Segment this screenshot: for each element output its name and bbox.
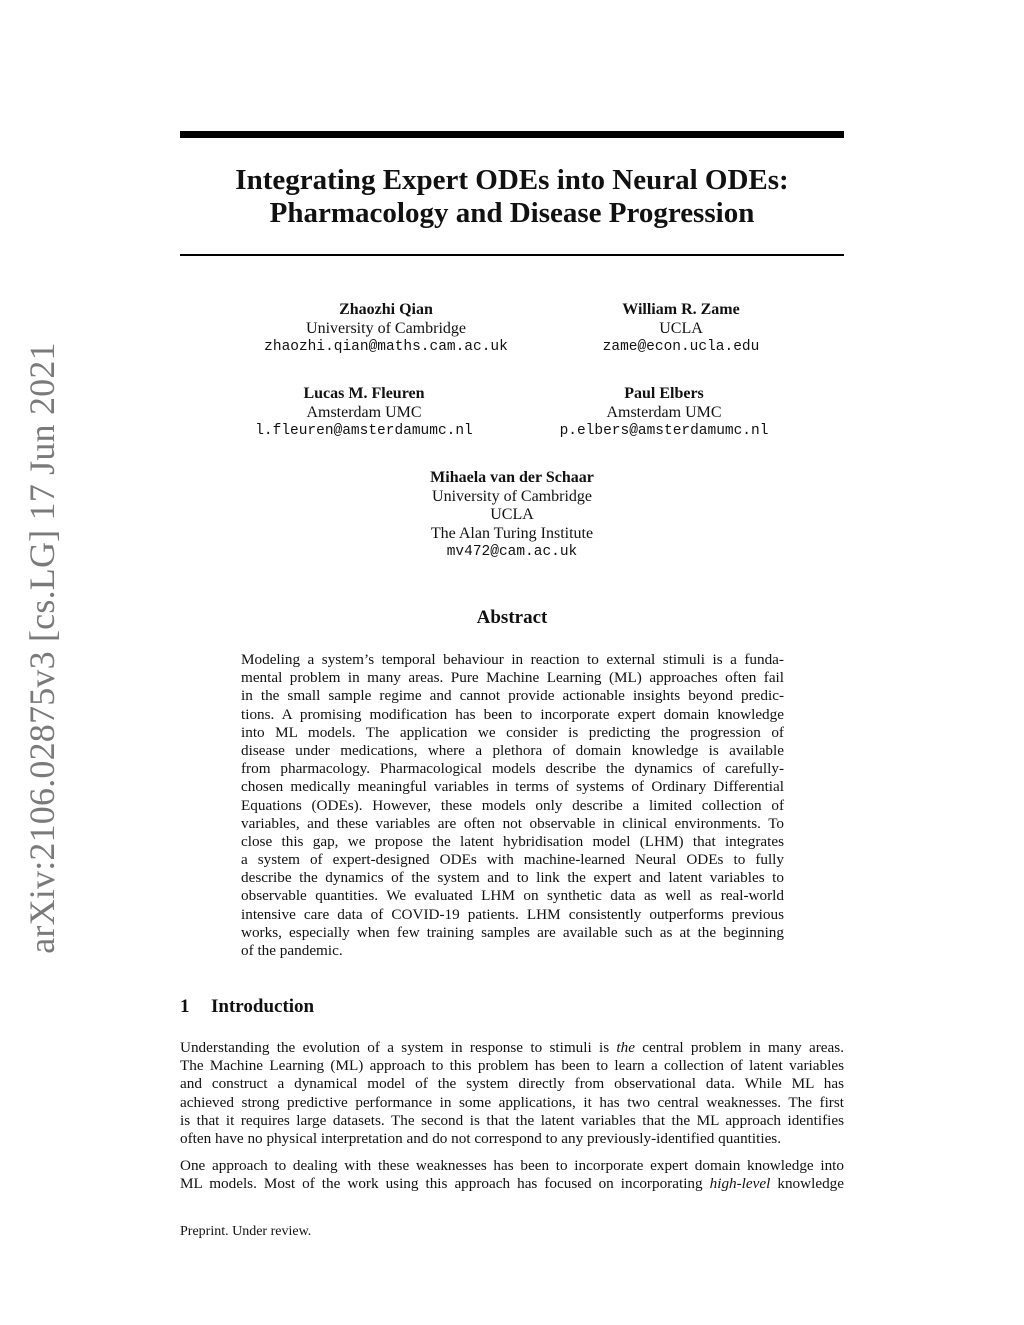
author-affiliation: Amsterdam UMC bbox=[606, 403, 722, 421]
abstract-body bbox=[241, 651, 784, 960]
abstract-line: a system of expert-designed ODEs with machine-learned Neural ODEs to fully bbox=[241, 851, 784, 869]
paragraph-line: often have no physical interpretation and do not correspond to any previously-identified quantities. bbox=[180, 1129, 782, 1147]
author-affiliation: UCLA bbox=[659, 319, 703, 337]
abstract-line: tions. A promising modification has been to incorporate expert domain knowledge bbox=[241, 705, 784, 723]
abstract-line: disease under medications, where a plethora of domain knowledge is available bbox=[241, 741, 784, 759]
paper-title bbox=[180, 164, 844, 230]
author-affiliation: Amsterdam UMC bbox=[306, 403, 422, 421]
author-affiliation: University of Cambridge bbox=[306, 319, 466, 337]
paragraph-line: and construct a dynamical model of the system directly from observational data. While ML has bbox=[180, 1075, 844, 1093]
paragraph-line: The Machine Learning (ML) approach to this problem has been to learn a collection of latent variables bbox=[180, 1057, 844, 1075]
section-number: 1 bbox=[180, 996, 190, 1017]
section-heading-introduction bbox=[180, 996, 314, 1018]
author-email: p.elbers@amsterdamumc.nl bbox=[559, 423, 769, 439]
author-block-zame bbox=[531, 301, 831, 357]
text-run: knowledge bbox=[770, 1175, 845, 1193]
text-run: central problem in many areas. bbox=[634, 1039, 844, 1056]
author-name: Zhaozhi Qian bbox=[339, 301, 433, 318]
arxiv-identifier: arXiv:2106.02875v3 [cs.LG] 17 Jun 2021 bbox=[22, 342, 62, 954]
abstract-line: works, especially when few training samples are available such as at the beginning bbox=[241, 923, 784, 941]
abstract-line: in the small sample regime and cannot provide actionable insights beyond predic- bbox=[241, 687, 784, 705]
title-line-1: Integrating Expert ODEs into Neural ODEs: bbox=[235, 164, 789, 196]
abstract-line: mental problem in many areas. Pure Machine Learning (ML) approaches often fail bbox=[241, 669, 784, 687]
author-email: mv472@cam.ac.uk bbox=[446, 544, 578, 560]
title-line-2: Pharmacology and Disease Progression bbox=[269, 197, 755, 229]
paragraph-line bbox=[180, 1175, 844, 1193]
paragraph-line: One approach to dealing with these weaknesses has been to incorporate expert domain knowledge into bbox=[180, 1157, 844, 1174]
author-block-elbers bbox=[514, 385, 814, 441]
author-email: zhaozhi.qian@maths.cam.ac.uk bbox=[264, 339, 508, 355]
abstract-line: chosen medically meaningful variables in terms of systems of Ordinary Differential bbox=[241, 778, 784, 796]
author-block-schaar bbox=[362, 469, 662, 562]
abstract-line: intensive care data of COVID-19 patients. LHM consistently outperforms previous bbox=[241, 905, 784, 923]
author-name: Mihaela van der Schaar bbox=[430, 469, 594, 486]
author-name: Lucas M. Fleuren bbox=[303, 385, 425, 402]
abstract-line: close this gap, we propose the latent hybridisation model (LHM) that integrates bbox=[241, 832, 784, 850]
preprint-footer: Preprint. Under review. bbox=[180, 1224, 312, 1239]
intro-paragraph-2 bbox=[180, 1157, 844, 1193]
author-block-qian bbox=[236, 301, 536, 357]
abstract-line: Modeling a system’s temporal behaviour in reaction to external stimuli is a funda- bbox=[241, 651, 784, 668]
abstract-line: of the pandemic. bbox=[241, 942, 343, 959]
author-affiliation: UCLA bbox=[490, 506, 534, 523]
author-email: zame@econ.ucla.edu bbox=[602, 339, 760, 355]
author-name: William R. Zame bbox=[622, 301, 740, 318]
abstract-line: describe the dynamics of the system and to link the expert and latent variables to bbox=[241, 869, 784, 887]
paragraph-line: achieved strong predictive performance in some applications, it has two central weaknesses. The first bbox=[180, 1093, 844, 1111]
text-run: ML models. Most of the work using this approach has focused on incorporating bbox=[180, 1175, 710, 1193]
author-email: l.fleuren@amsterdamumc.nl bbox=[255, 423, 473, 439]
author-block-fleuren bbox=[214, 385, 514, 441]
title-bottom-rule bbox=[180, 254, 844, 256]
abstract-line: observable quantities. We evaluated LHM on synthetic data as well as real-world bbox=[241, 887, 784, 905]
paragraph-line: is that it requires large datasets. The second is that the latent variables that the ML approach identifies bbox=[180, 1111, 844, 1129]
emphasis-text: the bbox=[616, 1039, 635, 1056]
intro-paragraph-1 bbox=[180, 1039, 844, 1148]
author-affiliation: University of Cambridge bbox=[432, 487, 592, 505]
paragraph-line bbox=[180, 1039, 844, 1057]
author-name: Paul Elbers bbox=[624, 385, 704, 402]
emphasis-text: high-level bbox=[709, 1175, 771, 1193]
abstract-heading: Abstract bbox=[476, 607, 548, 628]
abstract-line: Equations (ODEs). However, these models only describe a limited collection of bbox=[241, 796, 784, 814]
abstract-line: variables, and these variables are often not observable in clinical environments. To bbox=[241, 814, 784, 832]
abstract-line: into ML models. The application we consider is predicting the progression of bbox=[241, 723, 784, 741]
text-run: Understanding the evolution of a system in response to stimuli is bbox=[180, 1039, 617, 1056]
abstract-line: from pharmacology. Pharmacological models describe the dynamics of carefully- bbox=[241, 760, 784, 778]
section-title: Introduction bbox=[211, 996, 315, 1017]
author-affiliation: The Alan Turing Institute bbox=[430, 524, 594, 542]
title-top-rule bbox=[180, 131, 844, 138]
